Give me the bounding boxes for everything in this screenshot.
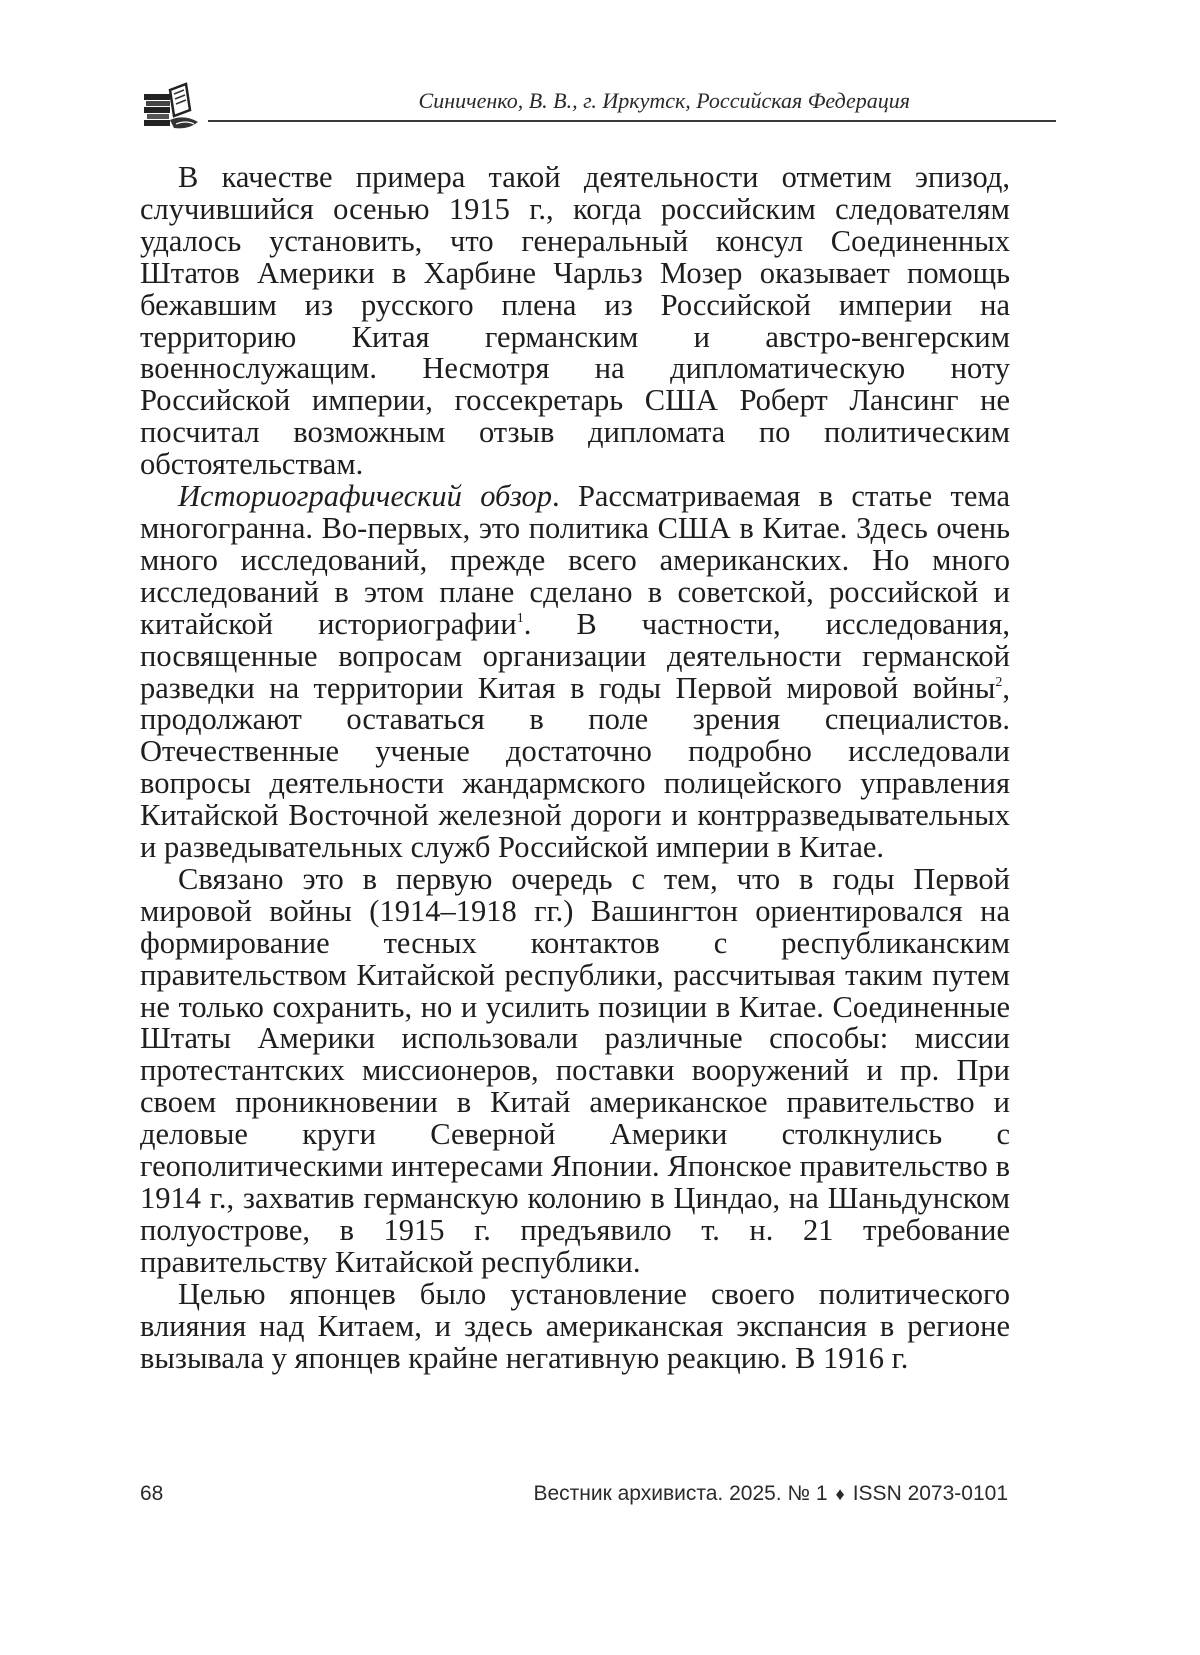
footnote-ref-1[interactable]: 1: [516, 610, 524, 626]
paragraph-2-text-c: , продолжают оставаться в поле зрения специалистов. Отечественные ученые достаточно подробно исследовали вопросы деятельности жандармского полицейского управления Китайской Восточной железной дороги и контрразведывательных и разведывательных служб Российской империи в Китае.: [140, 670, 1010, 865]
paragraph-3-text: Связано это в первую очередь с тем, что в годы Первой мировой войны (1914–1918 гг.) Вашингтон ориентировался на формирование тесных контактов с республиканским правительством Китайской республики, рассчитывая таким путем не только сохранить, но и усилить позиции в Китае. Соединенные Штаты Америки использовали различные способы: миссии протестантских миссионеров, поставки вооружений и пр. При своем проникновении в Китай американское правительство и деловые круги Северной Америки столкнулись с геополитическими интересами Японии. Японское правительство в 1914 г., захватив германскую колонию в Циндао, на Шаньдунском полуострове, в 1915 г. предъявило т. н. 21 требование правительству Китайской республики.: [140, 861, 1010, 1279]
journal-citation: [533, 1482, 1008, 1506]
footnote-ref-2[interactable]: 2: [995, 674, 1003, 690]
paragraph-3: [140, 861, 1010, 1279]
diamond-separator-icon: ♦: [835, 1484, 845, 1504]
archive-books-icon: [140, 80, 204, 140]
paragraph-2: [140, 481, 1010, 864]
paragraph-2-text-a: . Рассматриваемая в статье тема многогранна. Во-первых, это политика США в Китае. Здесь очень много исследований, прежде всего американских. Но много исследований в этом плане сделано в советской, российской и китайской историографии: [140, 479, 1010, 641]
paragraph-1: [140, 162, 1010, 481]
paragraph-4: [140, 1276, 1010, 1375]
journal-title: Вестник архивиста. 2025. № 1: [533, 1482, 828, 1505]
issn: ISSN 2073-0101: [852, 1482, 1008, 1505]
paragraph-2-text-b: . В частности, исследования, посвященные вопросам организации деятельности германской разведки на территории Китая в годы Первой мировой войны: [140, 606, 1010, 705]
paragraph-4-text: Целью японцев было установление своего политического влияния над Китаем, и здесь американская экспансия в регионе вызывала у японцев крайне негативную реакцию. В 1916 г.: [140, 1276, 1010, 1375]
page-number: 68: [140, 1482, 164, 1505]
article-body: [140, 162, 1010, 1374]
running-head-text: Синиченко, В. В., г. Иркутск, Российская Федерация: [418, 88, 910, 113]
section-lead: Историографический обзор: [178, 479, 552, 514]
header-divider: [208, 120, 1056, 122]
page-footer: [140, 1482, 1008, 1518]
running-header: [140, 80, 1040, 140]
paragraph-1-text: В качестве примера такой деятельности отметим эпизод, случившийся осенью 1915 г., когда российским следователям удалось установить, что генеральный консул Соединенных Штатов Америки в Харбине Чарльз Мозер оказывает помощь бежавшим из русского плена из Российской империи на территорию Китая германским и австро-венгерским военнослужащим. Несмотря на дипломатическую ноту Российской империи, госсекретарь США Роберт Лансинг не посчитал возможным отзыв дипломата по политическим обстоятельствам.: [140, 160, 1010, 482]
